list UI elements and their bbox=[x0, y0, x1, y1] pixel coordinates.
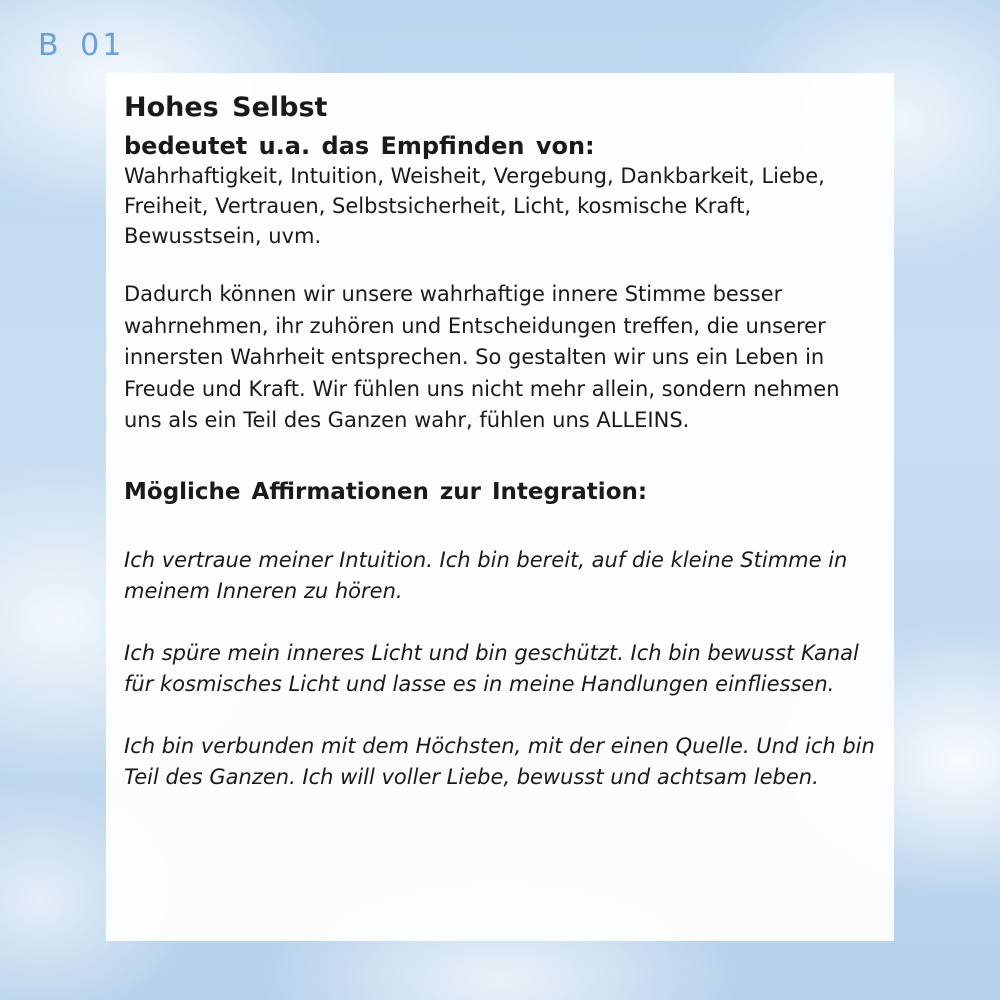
affirmation-1: Ich vertraue meiner Intuition. Ich bin bereit, auf die kleine Stimme in meinem Inneren zu hören. bbox=[124, 547, 848, 603]
affirmation-3: Ich bin verbunden mit dem Höchsten, mit der einen Quelle. Und ich bin Teil des Ganzen. Ich will voller Liebe, bewusst und achtsam leben. bbox=[124, 733, 875, 789]
affirmations-heading: Mögliche Affirmationen zur Integration: bbox=[124, 478, 648, 505]
affirmation-2: Ich spüre mein inneres Licht und bin geschützt. Ich bin bewusst Kanal für kosmisches Licht und lasse es in meine Handlungen einfliessen. bbox=[124, 640, 859, 696]
content-card bbox=[106, 73, 894, 941]
qualities-text: Wahrhaftigkeit, Intuition, Weisheit, Vergebung, Dankbarkeit, Liebe, Freiheit, Vertrauen, Selbstsicherheit, Licht, kosmische Kraft, Bewusstsein, uvm. bbox=[124, 164, 825, 248]
card-code: B 01 bbox=[38, 28, 125, 63]
description-text: Dadurch können wir unsere wahrhaftige innere Stimme besser wahrnehmen, ihr zuhören und Entscheidungen treffen, die unserer innersten Wahrheit entsprechen. So gestalten wir uns ein Leben in Freude und Kraft. Wir fühlen uns nicht mehr allein, sondern nehmen uns als ein Teil des Ganzen wahr, fühlen uns ALLEINS. bbox=[124, 282, 840, 432]
card-subtitle: bedeutet u.a. das Empfinden von: bbox=[124, 132, 595, 160]
card-title: Hohes Selbst bbox=[124, 92, 328, 123]
